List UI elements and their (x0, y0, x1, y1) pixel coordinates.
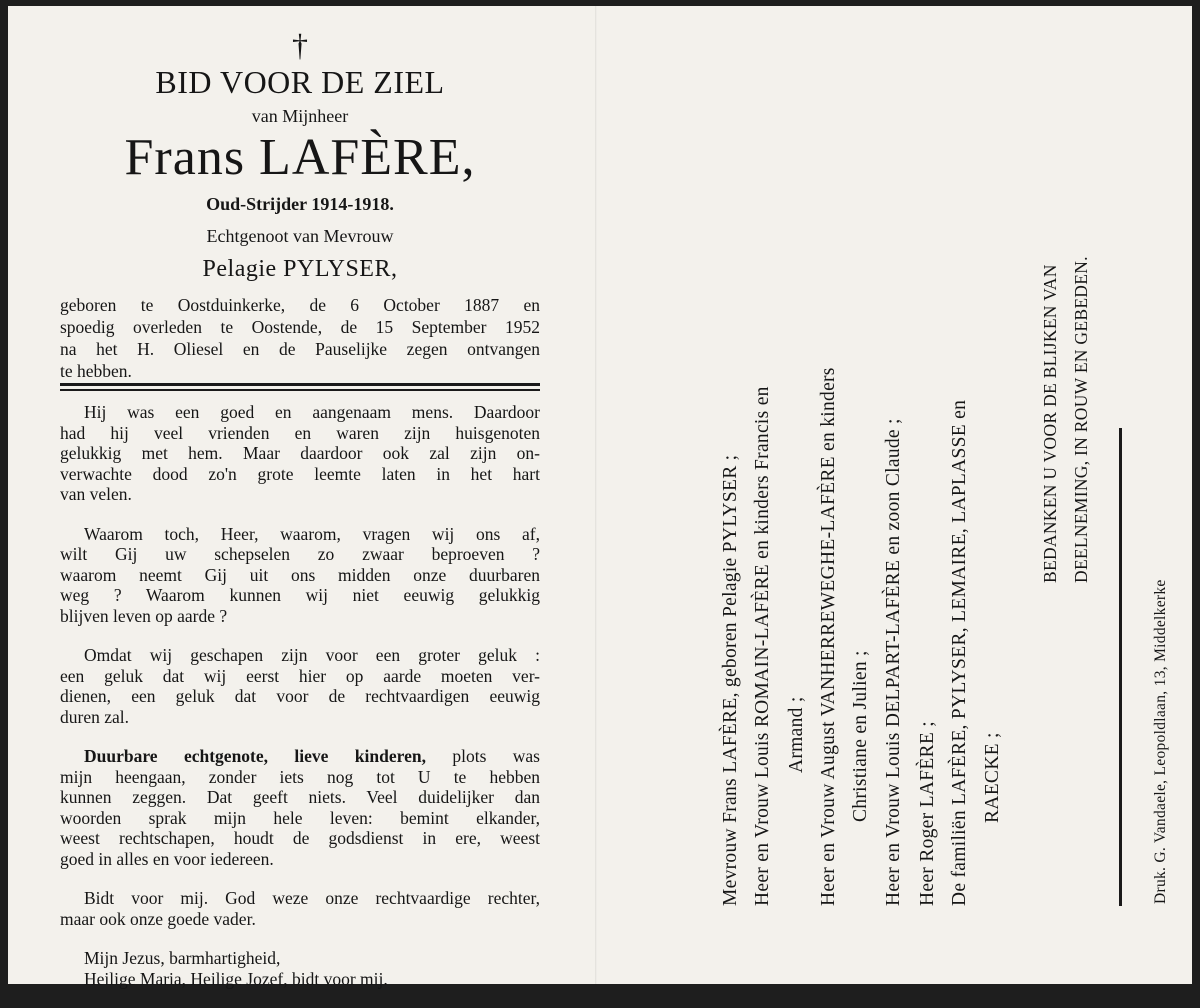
heading: BID VOOR DE ZIEL (155, 64, 445, 100)
family-line: Heer en Vrouw Louis DELPART-LAFÈRE en zoon Claude ; (883, 418, 904, 906)
thanks-line: BEDANKEN U VOOR DE BLIJKEN VAN (1040, 264, 1060, 583)
printer-imprint: Druk. G. Vandaele, Leopoldlaan, 13, Middelkerke (1152, 579, 1169, 904)
paragraph-4 (60, 746, 540, 869)
text-line: weest rechtschapen, houdt de godsdienst in ere, weest (60, 828, 540, 848)
text-line: woorden sprak mijn hele leven: bemint elkander, (60, 807, 540, 828)
text-line: Waarom toch, Heer, waarom, vragen wij ons af, (84, 523, 540, 544)
text-line: gelukkig met hem. Maar daardoor ook zal zijn on- (60, 443, 540, 463)
card-fold (595, 6, 597, 984)
text-fragment: plots was (425, 746, 540, 766)
van-mijnheer: van Mijnheer (251, 106, 349, 126)
cross-icon: † (292, 27, 308, 63)
paragraph-5 (60, 888, 540, 929)
family-line: Heer en Vrouw August VANHERREWEGHE-LAFÈRE en kinders (818, 367, 839, 906)
spouse-intro: Echtgenoot van Mevrouw (206, 226, 394, 246)
text-line: een geluk dat wij eerst hier op aarde moeten ver- (60, 665, 540, 686)
text-line: verwachte dood zo'n grote leemte laten in het hart (60, 463, 540, 484)
divider-thick (60, 383, 540, 386)
veteran-line: Oud-Strijder 1914-1918. (206, 194, 394, 214)
text-line: duren zal. (60, 706, 129, 727)
text-line: van velen. (60, 484, 132, 504)
family-line: Armand ; (786, 696, 807, 773)
paragraph-1 (60, 402, 540, 505)
bio-line: spoedig overleden te Oostende, de 15 September 1952 (60, 317, 540, 337)
bold-address: Duurbare echtgenote, lieve kinderen, (84, 746, 426, 766)
family-line: Mevrouw Frans LAFÈRE, geboren Pelagie PYLYSER ; (720, 454, 741, 906)
text-line: Heilige Maria, Heilige Jozef, bidt voor mij. (84, 968, 388, 989)
spouse-name: Pelagie PYLYSER, (202, 256, 398, 282)
family-line: RAECKE ; (982, 732, 1003, 823)
text-line: maar ook onze goede vader. (60, 908, 256, 929)
text-line: blijven leven op aarde ? (60, 605, 228, 626)
text-line: wilt Gij uw schepselen zo zwaar beproeven ? (60, 544, 540, 564)
text-line: Omdat wij geschapen zijn voor een groter geluk : (84, 645, 540, 665)
text-line: kunnen zeggen. Dat geeft niets. Veel duidelijker dan (60, 787, 540, 807)
paragraph-2 (60, 524, 540, 627)
divider-thin (60, 389, 540, 391)
bio-line: na het H. Oliesel en de Pauselijke zegen ontvangen (60, 339, 540, 359)
family-line: De familiën LAFÈRE, PYLYSER, LEMAIRE, LAPLASSE en (949, 399, 970, 906)
text-line: Mijn Jezus, barmhartigheid, (84, 948, 281, 968)
text-line: waarom neemt Gij uit ons midden onze duurbaren (60, 564, 540, 585)
text-line: Bidt voor mij. God weze onze rechtvaardige rechter, (84, 888, 540, 908)
paragraph-6 (60, 948, 540, 989)
thanks-line: DEELNEMING, IN ROUW EN GEBEDEN. (1071, 256, 1091, 583)
text-line: weg ? Waarom kunnen wij niet eeuwig gelukkig (60, 585, 540, 605)
paragraph-3 (60, 645, 540, 727)
printer-rule (1119, 428, 1122, 906)
text-line (60, 746, 540, 767)
family-line: Heer Roger LAFÈRE ; (917, 721, 938, 906)
bio-line: geboren te Oostduinkerke, de 6 October 1887 en (60, 295, 540, 315)
text-line: dienen, een geluk dat voor de rechtvaardigen eeuwig (60, 686, 540, 706)
prayer-text (60, 402, 540, 1008)
text-line: mijn heengaan, zonder iets nog tot U te hebben (60, 766, 540, 787)
bio-line: te hebben. (60, 361, 132, 381)
family-line: Christiane en Julien ; (850, 650, 871, 822)
text-line: had hij veel vrienden en waren zijn huisgenoten (60, 422, 540, 443)
text-line: goed in alles en voor iedereen. (60, 848, 274, 869)
deceased-name: Frans LAFÈRE, (124, 129, 476, 186)
family-line: Heer en Vrouw Louis ROMAIN-LAFÈRE en kinders Francis en (752, 386, 773, 906)
bio-paragraph (60, 294, 540, 382)
text-line: Hij was een goed en aangenaam mens. Daardoor (84, 402, 540, 422)
